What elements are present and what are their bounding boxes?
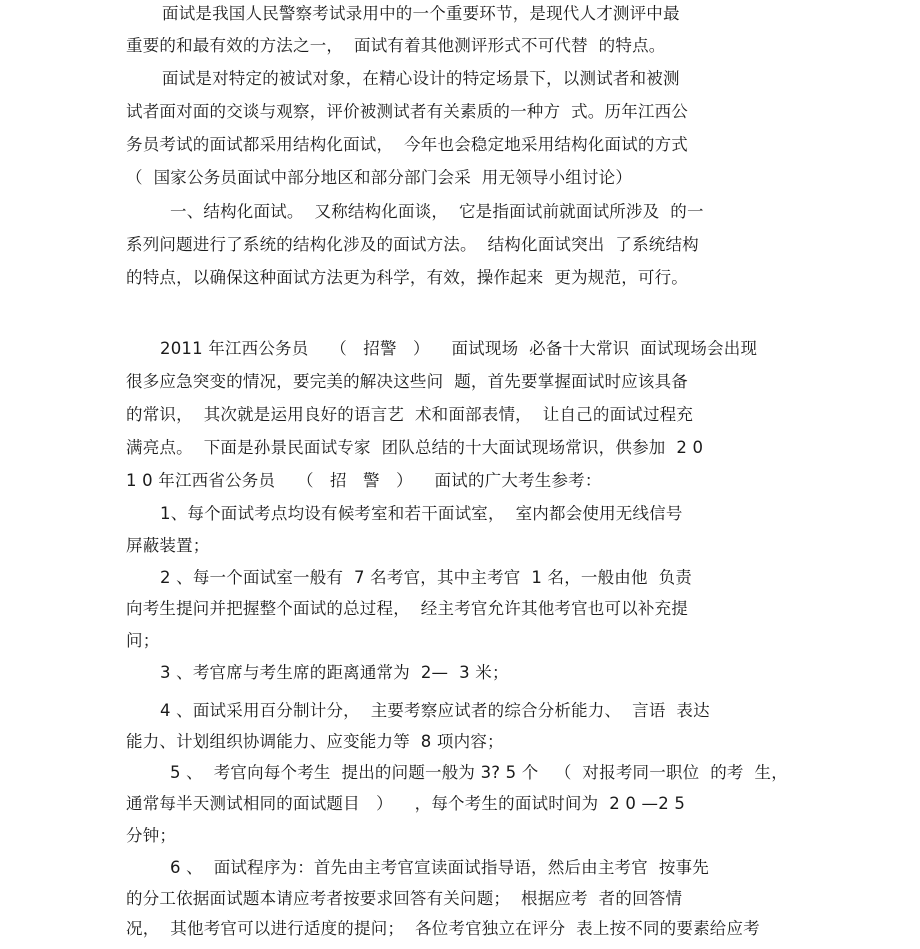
text-line-18: 向考生提问并把握整个面试的总过程， 经主考官允许其他考官也可以补充提	[126, 599, 688, 618]
text-line-6: （ 国家公务员面试中部分地区和部分部门会采 用无领导小组讨论）	[126, 168, 633, 187]
text-line-1: 面试是我国人民警察考试录用中的一个重要环节，是现代人才测评中最	[162, 4, 680, 23]
text-line-23: 5 、 考官向每个考生 提出的问题一般为 3? 5 个 （ 对报考同一职位 的考 生，	[170, 763, 788, 782]
text-line-14: 1 0 年江西省公务员 （ 招 警 ） 面试的广大考生参考：	[126, 471, 602, 490]
text-line-5: 务员考试的面试都采用结构化面试， 今年也会稳定地采用结构化面试的方式	[126, 135, 688, 154]
text-line-16: 屏蔽装置；	[126, 536, 210, 555]
text-line-8: 系列问题进行了系统的结构化涉及的面试方法。 结构化面试突出 了系统结构	[126, 235, 699, 254]
text-line-27: 的分工依据面试题本请应考者按要求回答有关问题； 根据应考 者的回答情	[126, 889, 683, 908]
text-line-13: 满亮点。 下面是孙景民面试专家 团队总结的十大面试现场常识，供参加 2 0	[126, 438, 704, 457]
text-line-26: 6 、 面试程序为：首先由主考官宣读面试指导语，然后由主考官 按事先	[170, 858, 709, 877]
text-line-15: 1、每个面试考点均设有候考室和若干面试室， 室内都会使用无线信号	[160, 504, 683, 523]
text-line-20: 3 、考官席与考生席的距离通常为 2— 3 米；	[160, 663, 509, 682]
text-line-28: 况， 其他考官可以进行适度的提问； 各位考官独立在评分 表上按不同的要素给应考	[126, 919, 760, 938]
text-line-4: 试者面对面的交谈与观察，评价被测试者有关素质的一种方 式。历年江西公	[126, 102, 688, 121]
text-line-25: 分钟；	[126, 826, 177, 845]
text-line-22: 能力、计划组织协调能力、应变能力等 8 项内容；	[126, 732, 504, 751]
text-line-12: 的常识， 其次就是运用良好的语言艺 术和面部表情， 让自己的面试过程充	[126, 405, 694, 424]
text-line-7: 一、结构化面试。 又称结构化面谈， 它是指面试前就面试所涉及 的一	[170, 202, 704, 221]
text-line-17: 2 、每一个面试室一般有 7 名考官，其中主考官 1 名，一般由他 负责	[160, 568, 692, 587]
text-line-24: 通常每半天测试相同的面试题目 ） ，每个考生的面试时间为 2 0 —2 5	[126, 794, 686, 813]
text-line-11: 很多应急突变的情况，要完美的解决这些问 题，首先要掌握面试时应该具备	[126, 372, 688, 391]
text-line-9: 的特点，以确保这种面试方法更为科学，有效，操作起来 更为规范，可行。	[126, 268, 688, 287]
text-line-3: 面试是对特定的被试对象，在精心设计的特定场景下，以测试者和被测	[162, 69, 680, 88]
text-line-19: 问；	[126, 631, 160, 650]
text-line-2: 重要的和最有效的方法之一， 面试有着其他测评形式不可代替 的特点。	[126, 36, 666, 55]
text-line-21: 4 、面试采用百分制计分， 主要考察应试者的综合分析能力、 言语 表达	[160, 701, 710, 720]
text-line-10: 2011 年江西公务员 （ 招警 ） 面试现场 必备十大常识 面试现场会出现	[160, 339, 758, 358]
